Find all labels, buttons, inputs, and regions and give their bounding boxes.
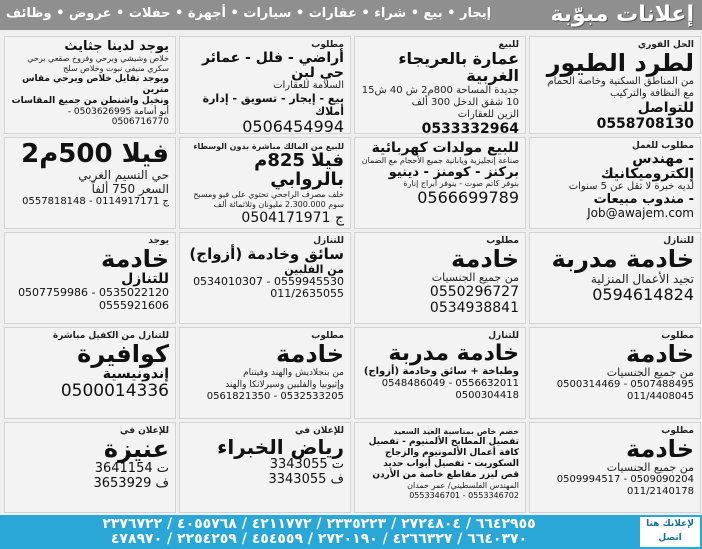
ad-riyadh-khabra[interactable]: للإعلان في رياض الخبراء ت 3343055 ف 3343055 bbox=[179, 422, 351, 513]
ad-maid-wanted-1[interactable]: مطلوب خادمة من جميع الجنسيات 0550296727 0534938841 bbox=[354, 232, 526, 324]
ad-maid-trained-1[interactable]: للتنازل خادمة مدربة تجيد الأعمال المنزلية 0594614824 bbox=[529, 232, 701, 324]
footer-phone-numbers: ٦٦٤٢٩٥٥ / ٢٧٢٤٨٠٤ / ٢٣٣٥٢٢٣ / ٤٢١١٧٧٢ / ٤٠٥٥٧٦٨ / ٢٣٧٦٧٢٢ ٦٦٤٠٣٧٠ / ٤٢٦٦٣٢٧ / ٢٧٢٠١٩٠ / ٤٥٤٥٥٩ / ٢٢٥٤٢٥٩ / ٤٧٨٩٧٠ bbox=[102, 516, 536, 547]
ad-engineer-job[interactable]: مطلوب للعمل - مهندس إلكتروميكانيك لديه خبرة لا تقل عن 5 سنوات - مندوب مبيعات Job@awajem.com bbox=[529, 137, 701, 229]
contact-footer bbox=[0, 515, 702, 549]
advertise-here-box[interactable]: لإعلانك هنا اتصل bbox=[640, 517, 700, 547]
ad-maid-trained-2[interactable]: للتنازل خادمة مدربة وطباخة + سائق وخادمة (أزواج) 0548486049 - 0556632011 0500304418 bbox=[354, 327, 526, 419]
ad-villa-rawabi[interactable]: للبيع من المالك مباشرة بدون الوسطاء فيلا 825م بالروابي خلف مصرف الراجحي تحتوي على فيو ومسبح سوم 2.300.000 مليونان وثلاثمائة ألف ج 0504171971 bbox=[179, 137, 351, 229]
ad-bird-control[interactable]: الحل الفوري لطرد الطيور من المناطق السكنية وخاصة الحمام مع النظافة والتركيب للتواصل 0558708130 bbox=[529, 36, 701, 134]
category-list: إيجار • بيع • شراء • عقارات • سيارات • أجهزة • حفلات • عروض • وظائف bbox=[6, 6, 492, 21]
ad-aluminum-kitchens[interactable]: خصم خاص بمناسبة العيد السعيد تفصيل المطابخ الألمنيوم - تفصيل كافة أعمال الألمونيوم والزجاج السكوريت - تفصيل أبواب حديد قص ليزر مقاطع خاصة من الأردن المهندس الفلسطيني/ عمر حمدان 0553346701 - 0553346702 bbox=[354, 422, 526, 513]
ad-building-sale[interactable]: للبيع عمارة بالعريجاء الغربية جديدة المساحة 800م2 ش 40 ش15 10 شقق الدخل 300 ألف الزين للعقارات 0533332964 bbox=[354, 36, 526, 134]
ad-maid-wanted-2[interactable]: مطلوب خادمة من جميع الجنسيات 0500314469 - 0507488495 011/4408045 bbox=[529, 327, 701, 419]
ad-generators[interactable]: للبيع مولدات كهربائية صناعة إنجليزية ويابانية جميع الأحجام مع الضمان بركنز - كومنز - دينيو بنوفر كاتم صوت - بنوفر أبراج إنارة 0566699789 bbox=[354, 137, 526, 229]
ad-unaizah[interactable]: للإعلان في عنيزة ت 3641154 ف 3653929 bbox=[4, 422, 176, 513]
ad-villa-naseem[interactable]: فيلا 500م2 حي النسيم الغربي السعر 750 ألفاً ج 0114917171 - 0557818148 bbox=[4, 137, 176, 229]
page-title: إعلانات مبوّبة bbox=[550, 2, 694, 27]
ad-hairdresser[interactable]: للتنازل من الكفيل مباشرة كوافيرة إندونيسية 0500014336 bbox=[4, 327, 176, 419]
ad-driver-maid-couple[interactable]: للتنازل سائق وخادمة (أزواج) من الفلبين 0534010307 - 0559945530 011/2635055 bbox=[179, 232, 351, 324]
ad-palm-seedlings[interactable]: يوجد لدينا جثايث خلاص وشيشي وبرحي وفروخ صقعي برحي سكري منيفي نبوت وخلاص سلج ويوجد نقايل خلاص وبرحي مقاس مترين ونخيل واشنطن من جميع المقاسات أبو أسامة 0503626995 - 0506716770 bbox=[4, 36, 176, 134]
ad-maid-transfer[interactable]: يوجد خادمة للتنازل 0507759986 - 0535022120 0555921606 bbox=[4, 232, 176, 324]
ad-lands-wanted[interactable]: مطلوب أراضي - فلل - عمائر حي لبن السلامة للعقارات بيع - إيجار - تسويق - إدارة أملاك 0506454994 bbox=[179, 36, 351, 134]
ad-maid-nationalities[interactable]: مطلوب خادمة من بنجلاديش والهند وفيتنام وإثيوبيا والفلبين وسيرلانكا والهند 0561821350 - 0532533205 bbox=[179, 327, 351, 419]
ad-maid-wanted-3[interactable]: مطلوب خادمة من جميع الجنسيات 0509994517 - 0509090204 011/2140178 bbox=[529, 422, 701, 513]
page-header bbox=[0, 0, 702, 30]
